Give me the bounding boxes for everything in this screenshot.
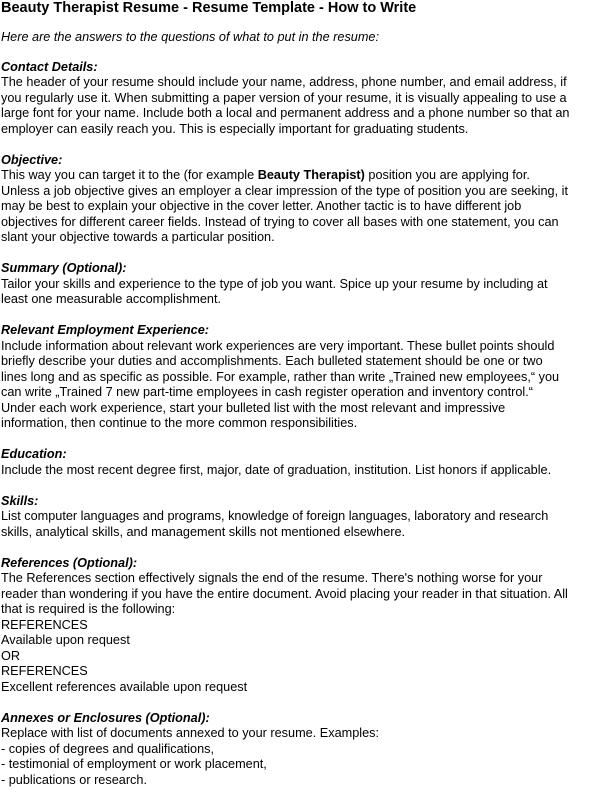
section-body [1, 463, 599, 479]
body-line: Tailor your skills and experience to the type of job you want. Spice up your resume by including at [1, 276, 548, 291]
section-summary [1, 261, 599, 308]
intro-text: Here are the answers to the questions of what to put in the resume: [1, 30, 380, 44]
section-body [1, 339, 599, 432]
page-title: Beauty Therapist Resume - Resume Template - How to Write [1, 0, 417, 16]
body-line: may be best to explain your objective in the cover letter. Another tactic is to have different job [1, 199, 522, 213]
section-heading: Annexes or Enclosures (Optional): [1, 710, 210, 725]
section-annexes [1, 711, 599, 789]
list-item: - copies of degrees and qualifications, [1, 741, 214, 756]
body-line: REFERENCES [1, 664, 88, 678]
body-line: lines long and as specific as possible. For example, rather than write „Trained new employees,“ you [1, 369, 560, 384]
body-line: skills, analytical skills, and management skills not mentioned elsewhere. [1, 524, 406, 539]
body-line: Include information about relevant work experiences are very important. These bullet points should [1, 338, 555, 353]
body-line: Unless a job objective gives an employer a clear impression of the type of position you are seeking, it [1, 183, 569, 198]
body-line [1, 168, 599, 184]
objective-job-title: Beauty Therapist) [257, 168, 365, 182]
section-heading: Relevant Employment Experience: [1, 323, 210, 337]
section-heading: Education: [1, 447, 67, 461]
body-line: reader than wondering if you have the entire document. Avoid placing your reader in that situation. All [1, 586, 568, 601]
body-line: slant your objective towards a particular position. [1, 230, 275, 244]
body-line: can write „Trained 7 new part-time employees in cash register operation and inventory control.“ [1, 385, 533, 399]
body-line: REFERENCES [1, 617, 88, 632]
section-body [1, 571, 599, 695]
list-item: - publications or research. [1, 772, 147, 787]
section-body [1, 726, 599, 788]
section-body [1, 277, 599, 308]
body-line: Include the most recent degree first, major, date of graduation, institution. List honors if applicable. [1, 462, 552, 477]
section-education [1, 447, 599, 478]
section-body [1, 168, 599, 246]
section-skills [1, 494, 599, 541]
body-line: information, then continue to the more common responsibilities. [1, 416, 358, 430]
body-line: you regularly use it. When submitting a paper version of your resume, it is visually appealing to use a [1, 90, 567, 105]
body-line: Available upon request [1, 633, 130, 647]
body-line: large font for your name. Include both a local and permanent address and a phone number so that an [1, 106, 570, 120]
body-line: briefly describe your duties and accomplishments. Each bulleted statement should be one or two [1, 354, 543, 368]
body-line: Excellent references available upon request [1, 679, 248, 694]
body-line: objectives for different career fields. Instead of trying to cover all bases with one statement, you can [1, 214, 559, 229]
objective-text-after: position you are applying for. [364, 168, 530, 182]
section-objective [1, 153, 599, 246]
body-line: List computer languages and programs, knowledge of foreign languages, laboratory and research [1, 509, 549, 523]
section-contact-details [1, 60, 599, 138]
body-line: OR [1, 648, 21, 663]
document-page [1, 0, 599, 804]
section-body [1, 509, 599, 540]
body-line: The header of your resume should include your name, address, phone number, and email address, if [1, 75, 567, 89]
body-line: employer can easily reach you. This is especially important for graduating students. [1, 121, 469, 136]
section-references [1, 556, 599, 696]
body-line: Under each work experience, start your bulleted list with the most relevant and impressive [1, 400, 506, 415]
objective-text-before: This way you can target it to the (for example [1, 168, 258, 182]
body-line: least one measurable accomplishment. [1, 292, 222, 306]
body-line: The References section effectively signals the end of the resume. There's nothing worse for your [1, 571, 543, 585]
body-line: that is required is the following: [1, 602, 176, 616]
list-item: - testimonial of employment or work placement, [1, 757, 267, 771]
body-line: Replace with list of documents annexed to your resume. Examples: [1, 726, 379, 740]
section-heading: References (Optional): [1, 555, 138, 570]
section-heading: Skills: [1, 493, 39, 508]
section-heading: Summary (Optional): [1, 261, 127, 275]
section-heading: Objective: [1, 152, 63, 167]
section-heading: Contact Details: [1, 59, 98, 74]
section-employment-experience [1, 323, 599, 432]
section-body [1, 75, 599, 137]
